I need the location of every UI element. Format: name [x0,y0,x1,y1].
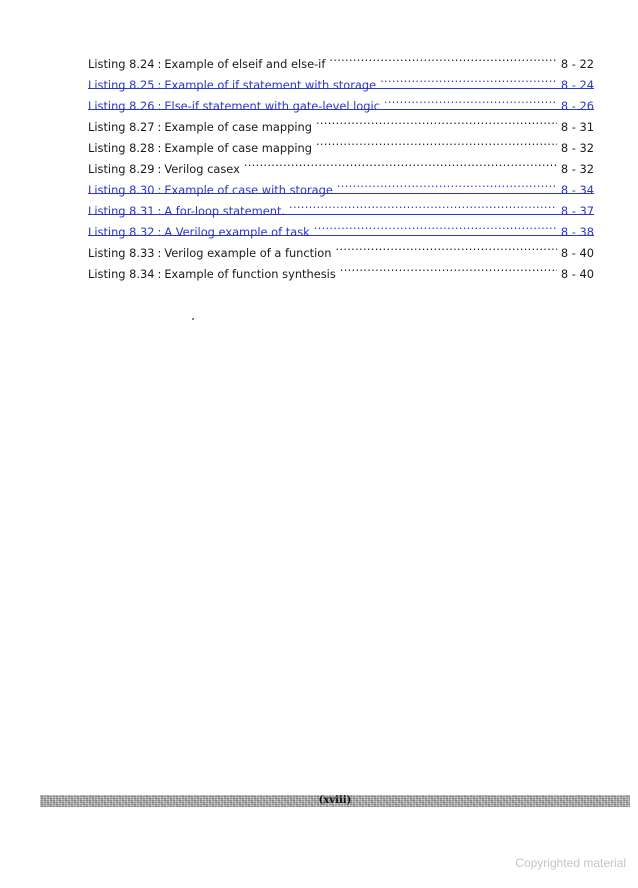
dot-leader [316,110,557,131]
page-number: 8 - 34 [560,183,594,197]
listing-number: Listing 8.29 [88,162,155,176]
separator: : [157,225,162,239]
page-number: 8 - 32 [560,141,594,155]
listing-title: Verilog casex [164,162,240,176]
listing-number: Listing 8.32 [88,225,155,239]
listings-toc [88,47,594,281]
dot-leader [384,89,557,110]
dot-leader [314,215,557,236]
listing-number: Listing 8.27 [88,120,155,134]
separator: : [157,246,162,260]
listing-title: Example of if statement with storage [164,78,377,92]
listing-title: Example of case mapping [164,120,312,134]
copyright-watermark: Copyrighted material [515,856,626,870]
listing-number: Listing 8.25 [88,78,155,92]
listing-title: Example of case with storage [164,183,333,197]
listing-title: Example of function synthesis [164,267,336,281]
listing-number: Listing 8.26 [88,99,155,113]
separator: : [157,57,162,71]
page-number: 8 - 24 [560,78,594,92]
listing-number: Listing 8.30 [88,183,155,197]
dot-leader [336,236,557,257]
listing-title: Verilog example of a function [164,246,332,260]
page-number: 8 - 22 [560,57,594,71]
dot-leader [244,152,557,173]
dot-leader [340,257,557,278]
separator: : [157,99,162,113]
separator: : [157,162,162,176]
separator: : [157,78,162,92]
separator: : [157,204,162,218]
listing-number: Listing 8.28 [88,141,155,155]
listing-title: Else-if statement with gate-level logic [164,99,380,113]
dot-leader [380,68,557,89]
page-number: 8 - 31 [560,120,594,134]
dot-leader [289,194,557,215]
separator: : [157,120,162,134]
listing-number: Listing 8.34 [88,267,155,281]
listing-title: A Verilog example of task [164,225,310,239]
dot-leader [316,131,557,152]
listing-number: Listing 8.31 [88,204,155,218]
separator: : [157,141,162,155]
scan-speck [192,318,194,320]
separator: : [157,267,162,281]
separator: : [157,183,162,197]
page-number: 8 - 26 [560,99,594,113]
listing-title: A for-loop statement. [164,204,286,218]
listing-number: Listing 8.24 [88,57,155,71]
listing-number: Listing 8.33 [88,246,155,260]
page-number: 8 - 37 [560,204,594,218]
page-number: 8 - 40 [560,267,594,281]
toc-entry [88,47,594,71]
page-number: 8 - 40 [560,246,594,260]
page-label: (xviii) [318,795,352,806]
dot-leader [337,173,557,194]
listing-title: Example of case mapping [164,141,312,155]
footer-band [40,795,630,807]
dot-leader [329,47,557,68]
listing-title: Example of elseif and else-if [164,57,326,71]
page-number: 8 - 38 [560,225,594,239]
page-number: 8 - 32 [560,162,594,176]
